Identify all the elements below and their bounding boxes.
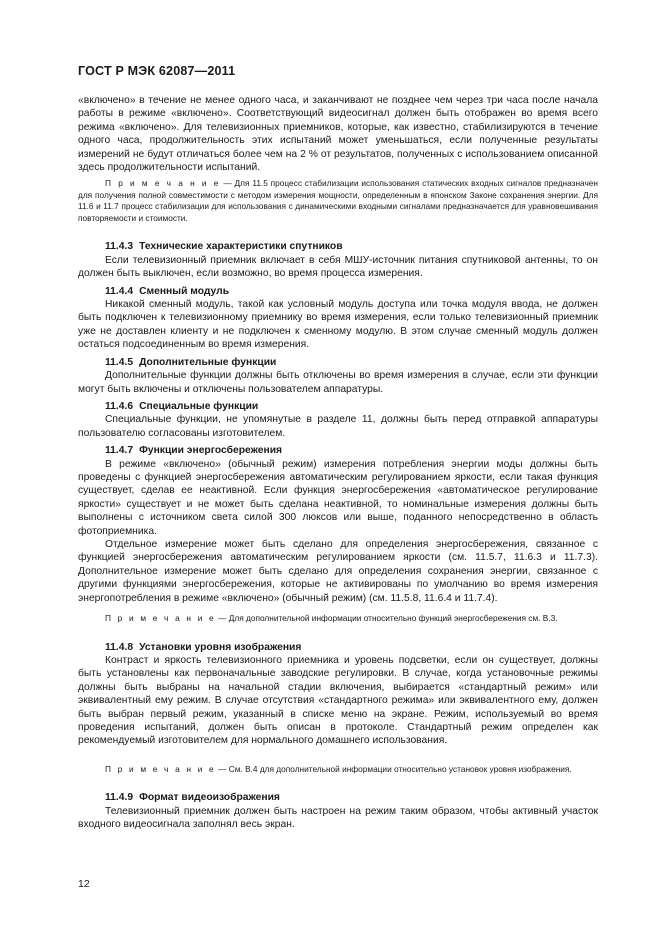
section-text-11-4-3: Если телевизионный приемник включает в себя МШУ-источник питания спутниковой антенны, то он должен быть выключен, если возможно, во время процесса измерения. <box>78 254 598 280</box>
section-title: Установки уровня изображения <box>139 641 302 653</box>
page-number: 12 <box>78 878 90 890</box>
section-heading-11-4-6 <box>78 400 598 413</box>
section-title: Технические характеристики спутников <box>139 241 343 253</box>
section-title: Формат видеоизображения <box>139 792 280 804</box>
section-text-11-4-6: Специальные функции, не упомянутые в разделе 11, должны быть перед отправкой аппаратуры пользователю согласованы изготовителем. <box>78 414 598 439</box>
section-heading-11-4-5 <box>78 356 598 369</box>
section-text-11-4-9: Телевизионный приемник должен быть настроен на режим таким образом, чтобы активный участок входного видеосигнала заполнял весь экран. <box>78 805 598 831</box>
section-heading-11-4-9 <box>78 791 598 804</box>
section-title: Сменный модуль <box>139 285 230 297</box>
intro-paragraph: «включено» в течение не менее одного часа, и заканчивают не позднее чем через три часа после начала работы в режиме «включено». Соответствующий видеосигнал должен быть отображен во время всего режима «включено». Для телевизионных приемников, которые, как известно, стабилизируются в течение одного часа, продолжительность этих испытаний может уменьшаться, если полученные результаты измерений не будут отличаться более чем на 2 % от результатов, полученных с использованием описанной здесь продолжительности испытаний. <box>78 95 598 174</box>
section-title: Функции энергосбережения <box>139 445 283 457</box>
intro-note <box>78 178 598 224</box>
section-number: 11.4.9 <box>105 792 134 804</box>
section-text-11-4-8: Контраст и яркость телевизионного приемника и уровень подсветки, если он существует, должны быть установлены как первоначальные заводские регулировки. В случае, когда установочные режимы должны быть выбраны на начальной стадии включения, выбирается «стандартный режим» или эквивалентный ему режим. В случае отсутствия «стандартного режима» или эквивалентного ему, должен быть выбран первый режим, указанный в списке меню на экране. Режим, используемый во время проведения испытаний, должен быть описан в протоколе. Стандартный режим определен как рекомендуемый изготовителем для нормального домашнего использования. <box>78 654 598 747</box>
section-text-11-4-7-a: В режиме «включено» (обычный режим) измерения потребления энергии моды должны быть проведены с функцией энергосбережения автоматическим регулированием яркости, если такая функция существует, сделав ее неактивной. Если функция энергосбережения «автоматическое регулирование яркости» существует и не может быть сделана неактивной, то номинальные измерения должны быть выполнены с источником света силой 300 люксов или выше, поданного непосредственно в область фотоприемника. <box>78 458 598 537</box>
section-number: 11.4.6 <box>105 400 134 412</box>
section-title: Дополнительные функции <box>139 356 277 368</box>
section-heading-11-4-7 <box>78 444 598 457</box>
section-number: 11.4.8 <box>105 641 134 653</box>
note-text: — Для дополнительной информации относительно функций энергосбережения см. В.3. <box>215 613 558 623</box>
section-heading-11-4-3 <box>78 240 598 253</box>
page-header: ГОСТ Р МЭК 62087—2011 <box>78 64 236 78</box>
note-text: — Для 11.5 процесс стабилизации использования статических входных сигналов предназначен для получения полной совместимости с методом измерения мощности, определенным в японском Законе сохранения энергии. Для 11.6 и 11.7 процесс стабилизации для использования с динамическими входными сигналами предназначается для уравновешивания повторяемости и стоимости. <box>78 178 598 223</box>
section-heading-11-4-4 <box>78 285 598 298</box>
section-title: Специальные функции <box>139 400 259 412</box>
note-label: П р и м е ч а н и е <box>105 178 221 189</box>
section-heading-11-4-8 <box>78 641 598 654</box>
note-label: П р и м е ч а н и е <box>105 613 216 623</box>
section-text-11-4-5: Дополнительные функции должны быть отключены во время измерения в случае, если эти функции могут быть включены и отключены пользователем аппаратуры. <box>78 370 598 395</box>
section-number: 11.4.5 <box>105 356 134 368</box>
section-number: 11.4.7 <box>105 445 134 457</box>
section-note-11-4-7 <box>78 613 598 625</box>
page-content <box>78 94 598 831</box>
section-number: 11.4.3 <box>105 241 134 253</box>
section-text-11-4-7-b: Отдельное измерение может быть сделано для определения энергосбережения, связанное с функцией энергосбережения автоматическим регулированием яркости (см. 11.5.7, 11.6.3 и 11.7.3). Дополнительное измерение может быть сделано для определения сохранения энергии, связанное с другими функциями энергосбережения, которые не активированы по умолчанию во время измерения энергопотребления в режиме «включено» (обычный режим) (см. 11.5.8, 11.6.4 и 11.7.4). <box>78 538 598 604</box>
section-text-11-4-4: Никакой сменный модуль, такой как условный модуль доступа или точка модуля ввода, не должен быть подключен к телевизионному приемнику во время измерения, если только телевизионный приемник уже не доставлен клиенту и не подключен к сменному модулю. В этом случае сменный модуль должен остаться подсоединенным во время измерения. <box>78 299 598 351</box>
section-number: 11.4.4 <box>105 285 134 297</box>
note-label: П р и м е ч а н и е <box>105 763 216 774</box>
note-text: — См. В.4 для дополнительной информации относительно установок уровня изображения. <box>215 763 572 774</box>
section-note-11-4-8 <box>78 764 598 776</box>
